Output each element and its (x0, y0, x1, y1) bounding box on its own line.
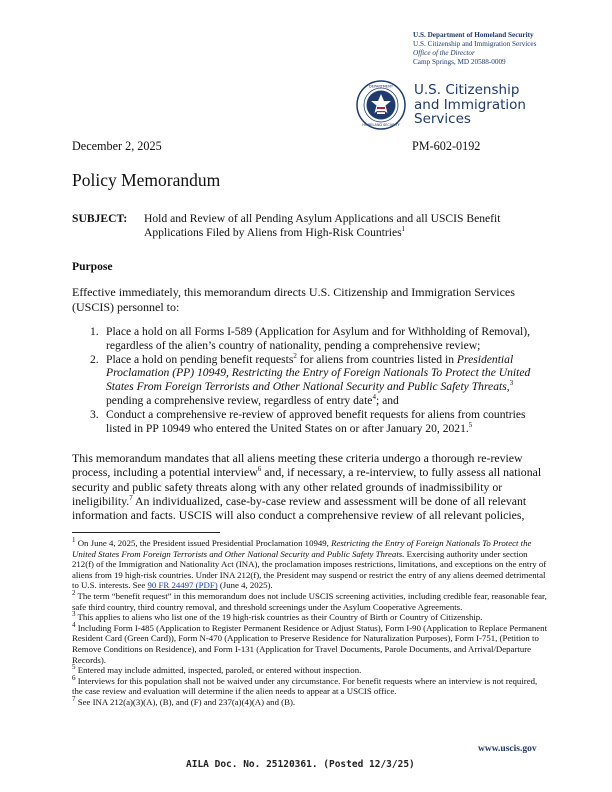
address-line: Camp Springs, MD 20588-0009 (413, 58, 506, 66)
footnotes (72, 538, 550, 708)
footnote-number: 4 (72, 620, 76, 629)
body-text: This memorandum mandates that all aliens meeting these criteria undergo a thorough re-review process, including a potential interview (72, 451, 523, 480)
svg-text:DEPARTMENT: DEPARTMENT (368, 84, 394, 89)
list-item (72, 353, 542, 408)
list-number: 3. (90, 407, 99, 421)
list-item-text: pending a comprehensive review, regardless of entry date (106, 393, 373, 407)
letterhead-block (413, 31, 536, 67)
brand-line-1: U.S. Citizenship (414, 82, 520, 98)
intro-paragraph: Effective immediately, this memorandum directs U.S. Citizenship and Immigration Services (USCIS) personnel to: (72, 285, 515, 314)
website-link[interactable]: www.uscis.gov (478, 744, 537, 754)
list-item-text: for aliens from countries listed in (296, 352, 457, 366)
footnote-ref[interactable]: 1 (401, 225, 406, 234)
body-paragraph (72, 451, 547, 522)
agency-line: U.S. Citizenship and Immigration Services (413, 40, 537, 48)
federal-register-link[interactable]: 90 FR 24497 (PDF) (147, 580, 218, 591)
footnote-number: 3 (72, 610, 76, 619)
brand-line-3: Services (414, 111, 471, 127)
aila-stamp: AILA Doc. No. 25120361. (Posted 12/3/25) (186, 759, 415, 770)
footnote-ref[interactable]: 5 (468, 420, 473, 429)
footnote-ref[interactable]: 2 (293, 351, 297, 360)
footnote-text: Entered may include admitted, inspected, paroled, or entered without inspection. (75, 665, 362, 676)
footnote-text: On June 4, 2025, the President issued Presidential Proclamation 10949, (75, 538, 332, 548)
footnote-ref[interactable]: 3 (509, 379, 514, 388)
footnote-text: (June 4, 2025). (217, 580, 273, 591)
footnote-text: Interviews for this population shall not be waived under any circumstance. For benefit requests where an interview is not required, the case review and evaluation will determine if the alien needs to appear at a USCIS office. (72, 675, 538, 697)
svg-text:HOMELAND SECURITY: HOMELAND SECURITY (362, 123, 400, 127)
list-number: 1. (90, 325, 99, 338)
list-item (72, 325, 542, 353)
list-item (72, 408, 542, 436)
subject-label: SUBJECT: (72, 212, 128, 225)
footnote-text: The term “benefit request” in this memorandum does not include USCIS screening activities, including credible fear, reasonable fear, safe third country, third country removal, and threshold screenings under the Asylum Cooperative Agreements. (72, 590, 547, 612)
footnote-6 (72, 673, 550, 697)
footnote-ref[interactable]: 6 (257, 465, 262, 474)
footnote-number: 2 (72, 589, 76, 598)
footnote-number: 7 (72, 694, 76, 703)
footnote-4 (72, 620, 550, 665)
directive-list (72, 325, 542, 435)
proclamation-title: Presidential Proclamation (PP) 10949, Restricting the Entry of Foreign Nationals To Protect the United States From Foreign Terrorists and Other National Security and Public Safety Threats, (106, 352, 531, 394)
page-title: Policy Memorandum (72, 170, 221, 190)
footnote-1 (72, 538, 550, 591)
footnote-5 (72, 665, 550, 676)
brand-line-2: and Immigration (414, 96, 526, 113)
list-item-text: Place a hold on pending benefit requests (106, 352, 294, 366)
footnote-2 (72, 591, 550, 612)
body-text: and, if necessary, a re-interview, to fully assess all national security and public safety threats along with any other related grounds of inadmissibility or ineligibility. (72, 465, 542, 508)
subject-line-2: Applications Filed by Aliens from High-Risk Countries (144, 226, 402, 239)
footnote-text: Exercising authority under section 212(f) of the Immigration and Nationality Act (INA), the proclamation imposes restrictions, limitations, and exceptions on the entry of aliens from 19 high-risk countries. Under INA 212(f), the President may suspend or restrict the entry of any aliens deemed detrimental to U.S. interests. See (72, 548, 547, 591)
subject-text (144, 212, 534, 240)
list-item-text: Conduct a comprehensive re-review of approved benefit requests for aliens from countries listed in PP 10949 who entered the United States on or after January 20, 2021. (106, 407, 526, 435)
body-text: An individualized, case-by-case review and assessment will be done of all relevant information and facts. USCIS will also conduct a comprehensive review of all relevant policies, (72, 493, 527, 523)
list-item-text: Place a hold on all Forms I-589 (Application for Asylum and for Withholding of Removal), regardless of the alien’s country of nationality, pending a comprehensive review; (106, 325, 531, 352)
footnote-number: 6 (72, 673, 76, 682)
footnote-number: 1 (72, 536, 76, 545)
footnote-text: See INA 212(a)(3)(A), (B), and (F) and 237(a)(4)(A) and (B). (75, 696, 296, 707)
subject-line-1: Hold and Review of all Pending Asylum Applications and all USCIS Benefit (144, 212, 501, 225)
footnote-number: 5 (72, 663, 76, 672)
footnote-text: This applies to aliens who list one of the 19 high-risk countries as their Country of Birth or Country of Citizenship. (75, 612, 483, 623)
office-line: Office of the Director (413, 49, 475, 57)
footnote-3 (72, 612, 550, 623)
list-item-text: ; and (375, 393, 399, 407)
dhs-seal-icon (356, 80, 406, 130)
footnote-italic: Restricting the Entry of Foreign Nationals To Protect the United States From Foreign Terrorists and Other National Security and Public Safety Threats. (72, 538, 532, 559)
department-name: U.S. Department of Homeland Security (413, 31, 534, 39)
list-number: 2. (90, 352, 99, 366)
uscis-wordmark (414, 83, 526, 127)
footnote-ref[interactable]: 7 (129, 493, 133, 502)
footnote-ref[interactable]: 4 (372, 393, 376, 402)
memo-date: December 2, 2025 (72, 139, 162, 153)
footnote-divider (72, 532, 220, 533)
footnote-text: Including Form I-485 (Application to Register Permanent Residence or Adjust Status), Form I-90 (Application to Replace Permanent Resident Card (Green Card)), Form N-470 (Application to Preserve Residence for Naturalization Purposes), Form I-751, (Petition to Remove Conditions on Residence), and Form I-131 (Application for Travel Documents, Parole Documents, and Arrival/Departure Records). (72, 622, 548, 665)
footnote-7 (72, 694, 550, 708)
memo-number: PM-602-0192 (412, 139, 481, 153)
section-heading-purpose: Purpose (72, 260, 113, 273)
